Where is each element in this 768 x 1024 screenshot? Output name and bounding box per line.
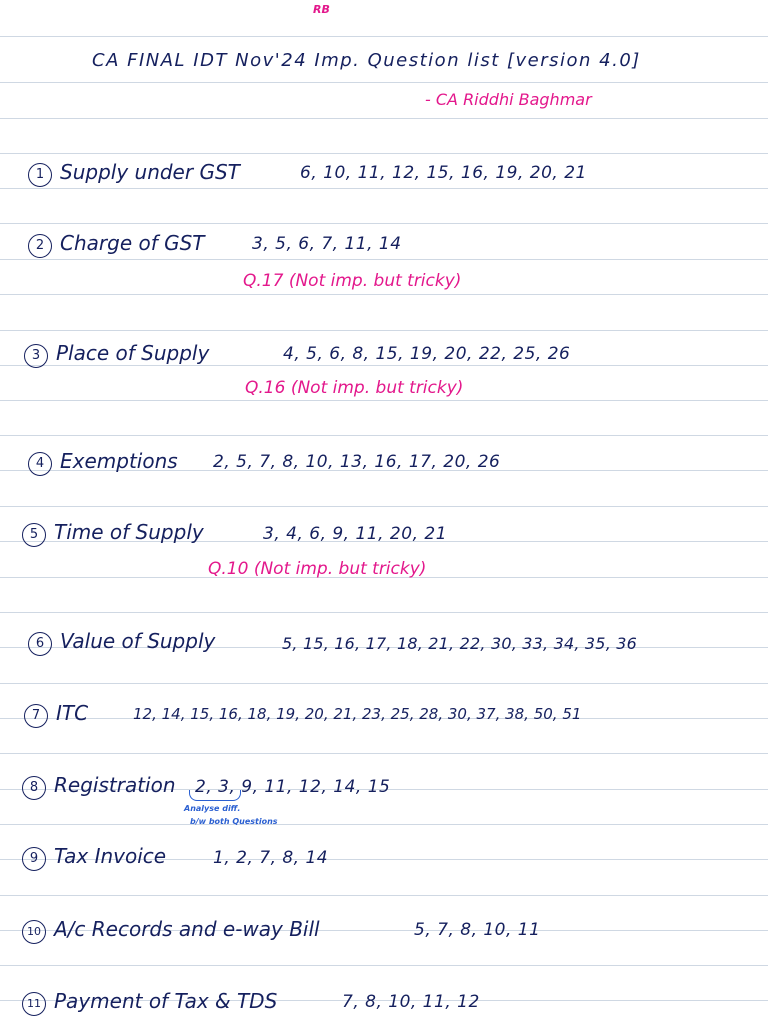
question-list: 3, 4, 6, 9, 11, 20, 21 [263,524,448,544]
question-list: 2, 3, 9, 11, 12, 14, 15 [195,777,391,797]
topic-number-badge: 9 [22,847,46,871]
topic-row [28,451,178,476]
topic-name: Value of Supply [60,629,216,653]
question-list: 7, 8, 10, 11, 12 [342,992,480,1012]
topic-row [28,162,240,187]
topic-number-badge: 2 [28,234,52,258]
annotation-note: b/w both Questions [190,817,278,826]
question-list: 2, 5, 7, 8, 10, 13, 16, 17, 20, 26 [213,452,501,472]
topic-number-badge: 5 [22,523,46,547]
topic-row [22,775,176,800]
topic-name: Supply under GST [60,160,240,184]
question-list: 12, 14, 15, 16, 18, 19, 20, 21, 23, 25, 28, 30, 37, 38, 50, 51 [133,705,582,723]
initials-mark: RB [313,3,330,16]
question-list: 5, 7, 8, 10, 11 [414,920,541,940]
tricky-question-note: Q.16 (Not imp. but tricky) [245,378,464,398]
topic-row [22,919,320,944]
topic-row [22,846,166,871]
question-list: 3, 5, 6, 7, 11, 14 [252,234,402,254]
topic-name: Tax Invoice [54,844,167,868]
topic-name: Registration [54,773,176,797]
topic-name: Exemptions [60,449,178,473]
topic-number-badge: 10 [22,920,46,944]
topic-row [28,233,205,258]
annotation-brace [189,790,241,801]
topic-row [24,343,209,368]
question-list: 5, 15, 16, 17, 18, 21, 22, 30, 33, 34, 35, 36 [282,634,638,653]
question-list: 6, 10, 11, 12, 15, 16, 19, 20, 21 [300,163,587,183]
question-list: 4, 5, 6, 8, 15, 19, 20, 22, 25, 26 [283,344,571,364]
page-title: CA FINAL IDT Nov'24 Imp. Question list [version 4.0] [92,50,641,71]
question-list: 1, 2, 7, 8, 14 [213,848,329,868]
topic-number-badge: 4 [28,452,52,476]
topic-name: ITC [56,701,89,725]
topic-name: Time of Supply [54,520,204,544]
topic-number-badge: 1 [28,163,52,187]
topic-number-badge: 11 [22,992,46,1016]
author-credit: - CA Riddhi Baghmar [425,90,592,109]
annotation-note: Analyse diff. [184,804,241,813]
topic-row [22,522,204,547]
topic-name: Payment of Tax & TDS [54,989,278,1013]
topic-number-badge: 3 [24,344,48,368]
topic-name: A/c Records and e-way Bill [54,917,320,941]
topic-row [28,631,215,656]
topic-name: Charge of GST [60,231,205,255]
topic-name: Place of Supply [56,341,210,365]
topic-number-badge: 6 [28,632,52,656]
topic-number-badge: 7 [24,704,48,728]
topic-row [24,703,88,728]
tricky-question-note: Q.10 (Not imp. but tricky) [208,559,427,579]
tricky-question-note: Q.17 (Not imp. but tricky) [243,271,462,291]
topic-row [22,991,277,1016]
topic-number-badge: 8 [22,776,46,800]
